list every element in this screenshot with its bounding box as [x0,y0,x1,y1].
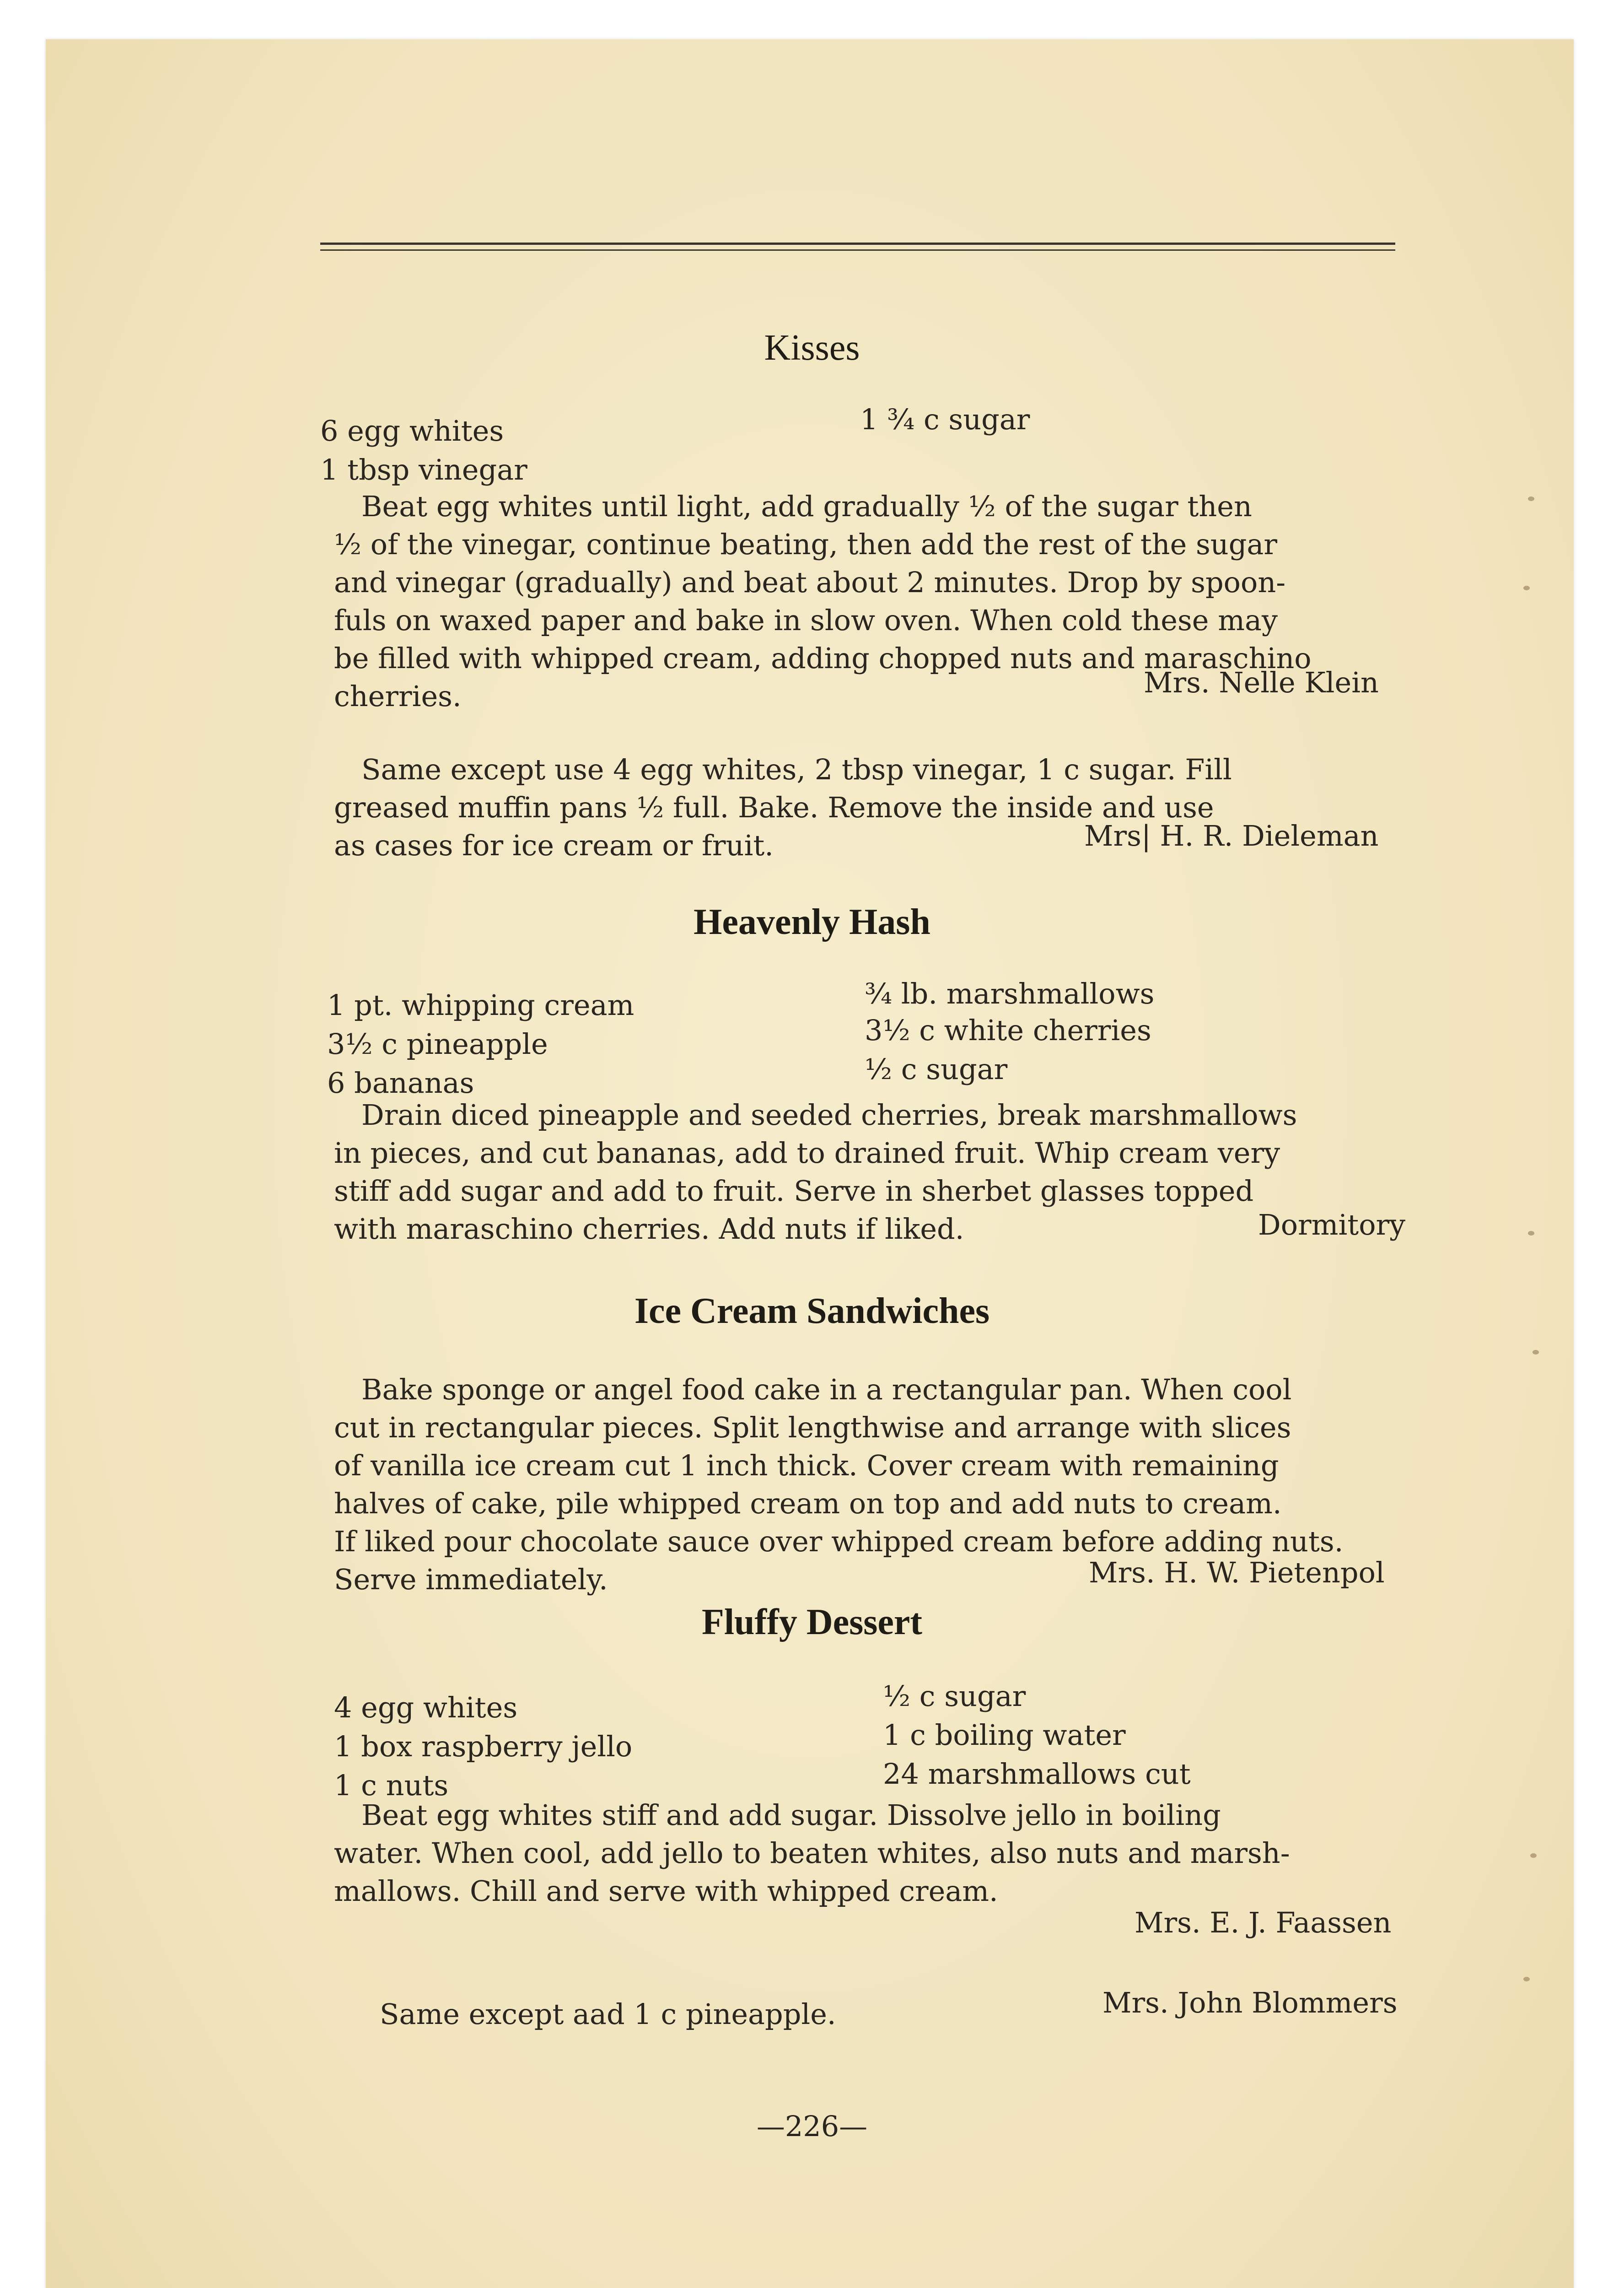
ingredient: 3½ c white cherries [865,1014,1151,1047]
text-line: of vanilla ice cream cut 1 inch thick. Cover cream with remaining [334,1449,1279,1482]
text-line: in pieces, and cut bananas, add to drained fruit. Whip cream very [334,1136,1280,1170]
recipe-credit: Mrs. E. J. Faassen [1135,1906,1392,1939]
paper-speck [1523,1977,1530,1981]
text-line: Drain diced pineapple and seeded cherries, break marshmallows [361,1098,1297,1132]
text-line: Beat egg whites until light, add gradually ½ of the sugar then [361,490,1252,523]
recipe-directions-fluffy-dessert [334,1796,1423,1910]
ingredient: 1 pt. whipping cream [327,988,635,1022]
text-line: Serve immediately. [334,1563,608,1596]
text-line: halves of cake, pile whipped cream on top and add nuts to cream. [334,1487,1282,1520]
ingredient: 6 bananas [327,1066,474,1100]
paper-speck [1528,496,1534,501]
text-line: cherries. [334,680,462,713]
recipe-credit: Mrs| H. R. Dieleman [1084,819,1379,853]
ingredient: ¾ lb. marshmallows [865,977,1155,1010]
recipe-title-ice-cream-sandwiches: Ice Cream Sandwiches [634,1291,990,1331]
recipe-title-heavenly-hash: Heavenly Hash [694,902,930,942]
text-line: cut in rectangular pieces. Split lengthwise and arrange with slices [334,1411,1291,1444]
top-rule-thin [320,249,1395,251]
recipe-credit: Mrs. Nelle Klein [1144,666,1379,699]
recipe-credit: Dormitory [1258,1208,1406,1241]
paper-speck [1528,1231,1534,1236]
ingredient: 3½ c pineapple [327,1027,548,1061]
text-line: mallows. Chill and serve with whipped cream. [334,1874,998,1908]
ingredient: ½ c sugar [865,1052,1008,1086]
text-line: greased muffin pans ½ full. Bake. Remove the inside and use [334,791,1214,824]
text-line: water. When cool, add jello to beaten whites, also nuts and marsh- [334,1836,1290,1870]
recipe-title-fluffy-dessert: Fluffy Dessert [701,1602,923,1642]
paper-speck [1523,586,1530,590]
text-line: ½ of the vinegar, continue beating, then add the rest of the sugar [334,528,1278,561]
recipe-credit: Mrs. H. W. Pietenpol [1089,1556,1385,1589]
recipe-variant-fluffy-dessert: Same except aad 1 c pineapple. [380,1997,836,2031]
top-rule [320,243,1395,245]
text-line: and vinegar (gradually) and beat about 2 minutes. Drop by spoon- [334,566,1286,599]
text-line: Beat egg whites stiff and add sugar. Dissolve jello in boiling [361,1798,1221,1832]
ingredient: 1 c nuts [334,1769,449,1802]
text-line: Bake sponge or angel food cake in a rectangular pan. When cool [361,1373,1292,1406]
ingredient: 6 egg whites [320,414,504,448]
text-line: as cases for ice cream or fruit. [334,829,774,862]
ingredient: 24 marshmallows cut [883,1757,1191,1791]
paper-speck [1533,1350,1539,1354]
text-line: stiff add sugar and add to fruit. Serve in sherbet glasses topped [334,1174,1254,1208]
ingredient: ½ c sugar [883,1679,1026,1713]
ingredient: 4 egg whites [334,1691,518,1724]
recipe-title-kisses: Kisses [764,328,860,368]
page-number: —226— [756,2110,868,2143]
text-line: with maraschino cherries. Add nuts if liked. [334,1212,964,1246]
ingredient: 1 box raspberry jello [334,1730,633,1763]
recipe-credit: Mrs. John Blommers [1102,1986,1398,2019]
text-line: fuls on waxed paper and bake in slow oven. When cold these may [334,604,1278,637]
ingredient: 1 c boiling water [883,1718,1126,1752]
ingredient: 1 tbsp vinegar [320,453,527,486]
text-line: Same except use 4 egg whites, 2 tbsp vinegar, 1 c sugar. Fill [361,753,1232,786]
text-line: be filled with whipped cream, adding chopped nuts and maraschino [334,642,1312,675]
paper-speck [1530,1853,1537,1858]
text-line: If liked pour chocolate sauce over whipped cream before adding nuts. [334,1525,1344,1558]
ingredient: 1 ¾ c sugar [860,403,1030,436]
